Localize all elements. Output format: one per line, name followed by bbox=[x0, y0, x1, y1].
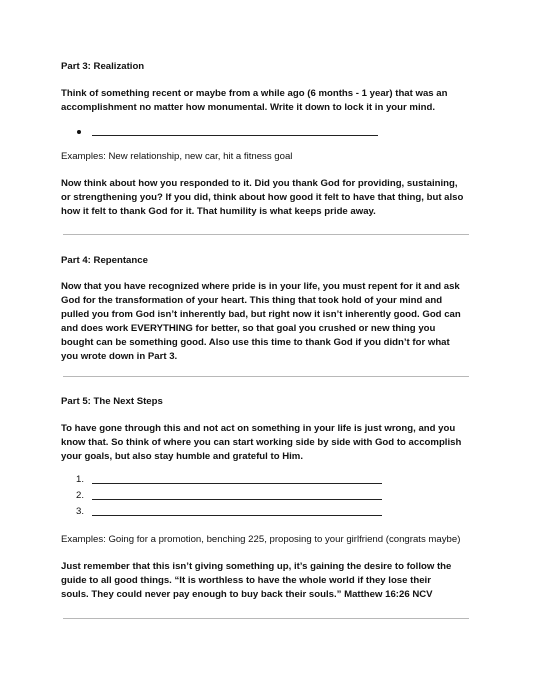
section-divider bbox=[63, 376, 469, 377]
bullet-dot bbox=[77, 130, 81, 134]
part5-examples: Examples: Going for a promotion, benching 225, proposing to your girlfriend (congrats maybe) bbox=[61, 534, 461, 545]
section-divider bbox=[63, 618, 469, 619]
part3-reflection-line-2: or strengthening you? If you did, think about how good it felt to have that thing, but also bbox=[61, 192, 464, 203]
part3-prompt-line-1: Think of something recent or maybe from a while ago (6 months - 1 year) that was an bbox=[61, 88, 448, 99]
part5-body-line-2: know that. So think of where you can start working side by side with God to accomplish bbox=[61, 437, 462, 448]
part4-body-line-4: and does work EVERYTHING for better, so that goal you crushed or new thing you bbox=[61, 323, 436, 334]
next-step-blank-2[interactable] bbox=[92, 499, 382, 500]
part5-closing-line-2: guide to all good things. “It is worthless to have the whole world if they lose their bbox=[61, 575, 431, 586]
section-divider bbox=[63, 234, 469, 235]
part5-closing-line-1: Just remember that this isn’t giving something up, it’s gaining the desire to follow the bbox=[61, 561, 452, 572]
part4-body-line-3: pulled you from God isn’t inherently bad, but right now it isn’t inherently good. God can bbox=[61, 309, 461, 320]
part4-body-line-1: Now that you have recognized where pride is in your life, you must repent for it and ask bbox=[61, 281, 460, 292]
part4-body-line-2: God for the transformation of your heart. This thing that took hold of your mind and bbox=[61, 295, 443, 306]
part4-heading: Part 4: Repentance bbox=[61, 255, 148, 266]
part3-reflection-line-1: Now think about how you responded to it. Did you thank God for providing, sustaining, bbox=[61, 178, 458, 189]
list-number-1: 1. bbox=[76, 474, 85, 485]
part5-body-line-1: To have gone through this and not act on something in your life is just wrong, and you bbox=[61, 423, 456, 434]
list-number-3: 3. bbox=[76, 506, 85, 517]
part5-closing-line-3: souls. They could never pay enough to buy back their souls.” Matthew 16:26 NCV bbox=[61, 589, 433, 600]
next-step-blank-1[interactable] bbox=[92, 483, 382, 484]
part3-examples: Examples: New relationship, new car, hit a fitness goal bbox=[61, 151, 293, 162]
part5-heading: Part 5: The Next Steps bbox=[61, 396, 163, 407]
list-number-2: 2. bbox=[76, 490, 85, 501]
part4-body-line-5: bought can be something good. Also use this time to thank God if you didn’t for what bbox=[61, 337, 450, 348]
part3-prompt-line-2: accomplishment no matter how monumental. Write it down to lock it in your mind. bbox=[61, 102, 436, 113]
part5-body-line-3: your goals, but also stay humble and grateful to Him. bbox=[61, 451, 304, 462]
part3-reflection-line-3: how it felt to thank God for it. That humility is what keeps pride away. bbox=[61, 206, 376, 217]
accomplishment-answer-blank[interactable] bbox=[92, 135, 378, 136]
next-step-blank-3[interactable] bbox=[92, 515, 382, 516]
part4-body-line-6: you wrote down in Part 3. bbox=[61, 351, 178, 362]
part3-heading: Part 3: Realization bbox=[61, 61, 145, 72]
